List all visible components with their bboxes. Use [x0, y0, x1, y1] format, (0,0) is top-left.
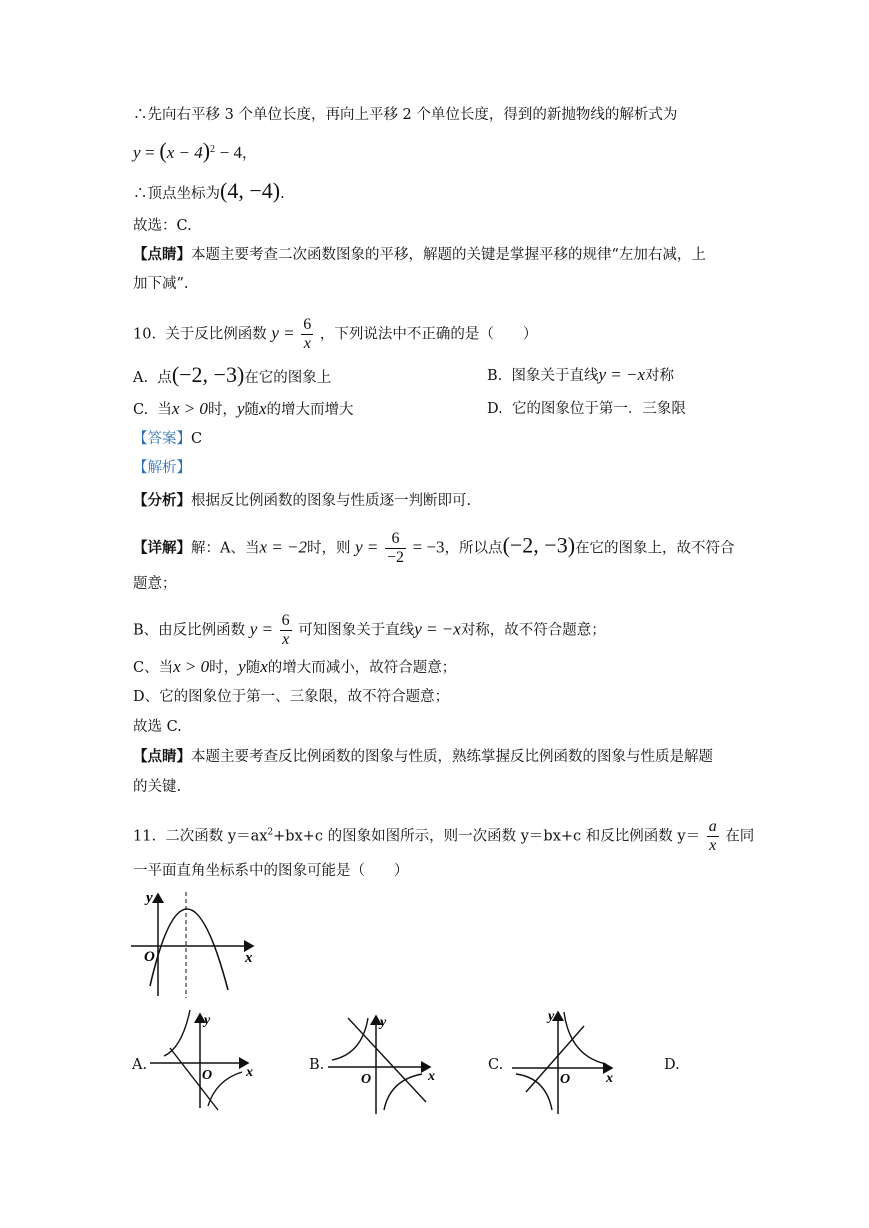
svg-text:O: O	[202, 1068, 213, 1083]
vertex-line: ∴顶点坐标为(4, −4).	[133, 178, 285, 203]
detail-c-line: C、当x > 0时，y随x的增大而减小，故符合题意；	[133, 657, 457, 676]
svg-text:y: y	[548, 1009, 555, 1024]
analysis-tag: 【解析】	[133, 460, 191, 476]
comment-line-2: 加下减”.	[133, 276, 189, 292]
q11-stem: 11. 二次函数 $y=ax^2+bx+c$ 的图象如图所示，则一次函数 y＝bx+c 和反比例函数 y＝ $\frac{a}{x}$ 在同	[133, 818, 755, 854]
fraction-a-over-x: $\frac{a}{x}$	[708, 818, 717, 854]
detail-d-line: D、它的图象位于第一、三象限，故不符合题意；	[133, 689, 450, 705]
comment-line-1: 【点睛】本题主要考查二次函数图象的平移，解题的关键是掌握平移的规律“左加右减，上	[133, 246, 706, 263]
answer-line: 【答案】C	[133, 431, 203, 447]
q11-option-c-graph	[506, 1006, 621, 1116]
q11-option-a-graph	[150, 1008, 260, 1112]
q10-option-d: D. 它的图象位于第一．三象限	[487, 401, 686, 417]
svg-text:x: x	[428, 1069, 435, 1084]
svg-text:y: y	[380, 1015, 387, 1030]
svg-text:x: x	[246, 1065, 253, 1080]
solution-line-1: ∴先向右平移 3 个单位长度，再向上平移 2 个单位长度，得到的新抛物线的解析式为	[133, 107, 678, 123]
parabola-equation: $y = (x - 4)^2 - 4$，	[133, 137, 257, 163]
q10-stem: 10. 关于反比例函数 y = $\frac{6}{x}$ ，下列说法中不正确的是（ ）	[133, 316, 538, 352]
q11-option-b-label: B.	[309, 1057, 325, 1073]
svg-text:O: O	[560, 1072, 571, 1087]
q11-stem-line-2: 一平面直角坐标系中的图象可能是（ ）	[133, 863, 409, 879]
origin-label: O	[144, 949, 155, 965]
q10-option-b: B. 图象关于直线y = −x对称	[487, 365, 675, 384]
choice-line: 故选：C.	[133, 218, 192, 234]
fraction-6-over-x: $\frac{6}{x}$	[303, 316, 312, 352]
detail-a-line: 【详解】解：A、当x = −2时，则 y = $\frac{6}{-2}$ = −3，所以点(−2, −3)在它的图象上，故不符合	[133, 530, 735, 566]
q10-option-c: C. 当x > 0时，y随x的增大而增大	[133, 399, 354, 418]
x-label: x	[245, 950, 253, 966]
q10-comment-1: 【点睛】本题主要考查反比例函数的图象与性质，熟练掌握反比例函数的图象与性质是解题	[133, 748, 713, 765]
parabola-curve	[150, 909, 228, 990]
q11-option-d-label: D.	[664, 1057, 680, 1073]
fraction-6-over-x-2: $\frac{6}{x}$	[281, 612, 290, 648]
q10-comment-2: 的关键.	[133, 779, 182, 795]
q10-option-a: A. 点(−2, −3)在它的图象上	[133, 362, 332, 387]
fraction-6-over-neg2: $\frac{6}{-2}$	[386, 530, 405, 566]
q11-option-c-label: C.	[488, 1057, 504, 1073]
detail-b-line: B、由反比例函数 y = $\frac{6}{x}$ 可知图象关于直线y = −x对称，故不符合题意；	[133, 612, 606, 648]
q11-option-b-graph	[328, 1010, 443, 1116]
parabola-figure	[128, 888, 263, 1000]
q10-choice: 故选 C.	[133, 719, 182, 735]
svg-text:O: O	[361, 1072, 372, 1087]
fenxi-line: 【分析】根据反比例函数的图象与性质逐一判断即可.	[133, 492, 472, 509]
detail-a-line-2: 题意；	[133, 576, 177, 592]
y-label: y	[146, 890, 153, 906]
svg-text:x: x	[606, 1071, 613, 1086]
svg-text:y: y	[204, 1013, 211, 1028]
q11-option-a-label: A.	[132, 1057, 148, 1073]
